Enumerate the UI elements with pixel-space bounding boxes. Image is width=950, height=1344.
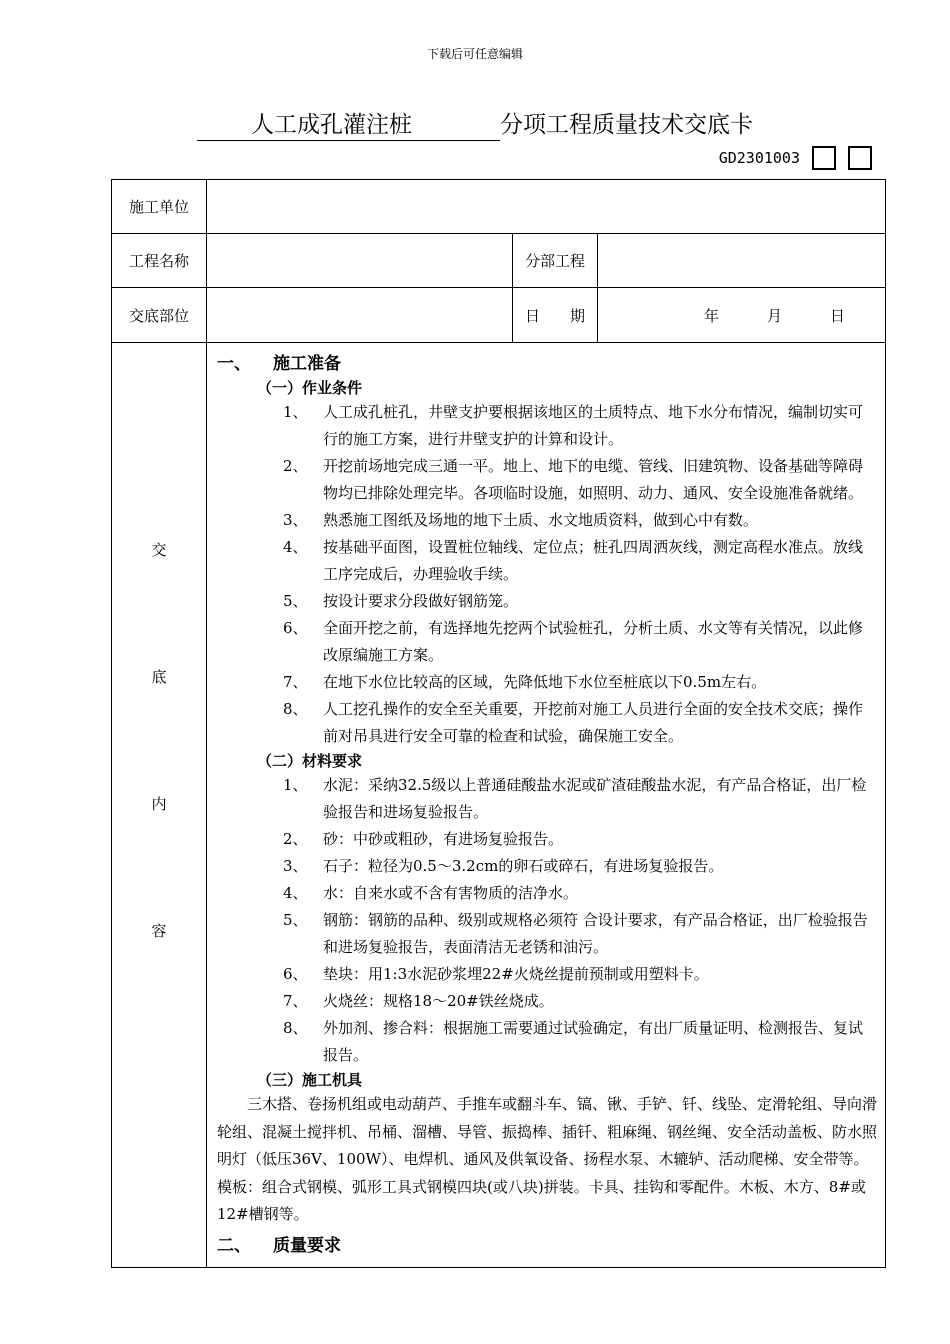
- list-item: 3、 熟悉施工图纸及场地的地下土质、水文地质资料，做到心中有数。: [283, 511, 759, 529]
- list-item: 1、 水泥：采纳32.5级以上普通硅酸盐水泥或矿渣硅酸盐水泥，有产品合格证，出厂检验报告和进场复验报告。: [283, 776, 867, 821]
- list-item: 1、 人工成孔桩孔，井壁支护要根据该地区的土质特点、地下水分布情况，编制切实可行的施工方案，进行井壁支护的计算和设计。: [283, 403, 864, 448]
- date-year: 年: [703, 306, 719, 325]
- project-label: 工程名称: [112, 234, 207, 288]
- unit-label: 施工单位: [112, 180, 207, 234]
- list-item: 2、 开挖前场地完成三通一平。地上、地下的电缆、管线、旧建筑物、设备基础等障碍物均已排除处理完毕。各项临时设施，如照明、动力、通风、安全设施准备就绪。: [283, 457, 864, 502]
- title-suffix: 分项工程质量技术交底卡: [500, 112, 753, 138]
- list-item: 7、 火烧丝：规格18～20#铁丝烧成。: [283, 992, 554, 1010]
- header-note: 下载后可任意编辑: [426, 47, 523, 61]
- side-char-4: 容: [151, 922, 167, 940]
- list-item: 5、 按设计要求分段做好钢筋笼。: [283, 592, 519, 610]
- date-label: 日 期: [513, 288, 598, 343]
- check-box-2[interactable]: [848, 146, 872, 170]
- unit-value[interactable]: [207, 180, 886, 234]
- sub-heading-1: （一）作业条件: [257, 379, 363, 397]
- list-item: 3、 石子：粒径为0.5～3.2cm的卵石或碎石，有进场复验报告。: [283, 857, 724, 875]
- list-item: 8、 外加剂、掺合料：根据施工需要通过试验确定，有出厂质量证明、检测报告、复试报告。: [283, 1019, 864, 1064]
- sub-heading-2: （二）材料要求: [257, 752, 363, 770]
- document-code: [719, 146, 872, 170]
- list-item: 2、 砂：中砂或粗砂，有进场复验报告。: [283, 830, 564, 848]
- side-label: [112, 343, 207, 1268]
- tools-paragraph: 三木搭、卷扬机组或电动葫芦、手推车或翻斗车、镐、锹、手铲、钎、线坠、定滑轮组、导向滑轮组、混凝土搅拌机、吊桶、溜槽、导管、振捣棒、插钎、粗麻绳、钢丝绳、安全活动盖板、防水照明灯（低压36V、100W）、电焊机、通风及供氧设备、扬程水泵、木辘轳、活动爬梯、安全带等。模板：组合式钢模、弧形工具式钢模四块(或八块)拼装。卡具、挂钩和零配件。木板、木方、8#或12#槽钢等。: [217, 1095, 878, 1223]
- list-item: 4、 水：自来水或不含有害物质的洁净水。: [283, 884, 579, 902]
- side-char-1: 交: [151, 541, 167, 559]
- section-heading-2: 二、 质量要求: [217, 1235, 341, 1256]
- list-item: 4、 按基础平面图，设置桩位轴线、定位点；桩孔四周洒灰线，测定高程水准点。放线工序完成后，办理验收手续。: [283, 538, 864, 583]
- project-value[interactable]: [207, 234, 513, 288]
- list-item: 6、 全面开挖之前，有选择地先挖两个试验桩孔，分析土质、水文等有关情况，以此修改原编施工方案。: [283, 619, 864, 664]
- date-value[interactable]: [598, 288, 886, 343]
- part-label: 交底部位: [112, 288, 207, 343]
- list-item: 8、 人工挖孔操作的安全至关重要，开挖前对施工人员进行全面的安全技术交底；操作前对吊具进行安全可靠的检查和试验，确保施工安全。: [283, 700, 864, 745]
- date-month: 月: [766, 306, 782, 325]
- disclosure-form: [111, 179, 886, 1268]
- list-item: 7、 在地下水位比较高的区域，先降低地下水位至桩底以下0.5m左右。: [283, 673, 767, 691]
- title-underline: [436, 113, 500, 141]
- check-box-1[interactable]: [812, 146, 836, 170]
- code-text: GD2301003: [718, 149, 800, 167]
- subproject-value[interactable]: [598, 234, 886, 288]
- page-title: [0, 106, 950, 141]
- list-item: 6、 垫块：用1:3水泥砂浆埋22#火烧丝提前预制或用塑料卡。: [283, 965, 709, 983]
- title-subject: 人工成孔灌注桩: [197, 106, 436, 141]
- sub-heading-3: （三）施工机具: [257, 1071, 363, 1089]
- side-char-2: 底: [151, 668, 167, 686]
- side-char-3: 内: [151, 795, 167, 813]
- content-body: [207, 343, 886, 1268]
- list-item: 5、 钢筋：钢筋的品种、级别或规格必须符 合设计要求，有产品合格证，出厂检验报告和进场复验报告，表面清洁无老锈和油污。: [283, 911, 868, 956]
- part-value[interactable]: [207, 288, 513, 343]
- section-heading-1: 一、 施工准备: [217, 354, 341, 374]
- subproject-label: 分部工程: [513, 234, 598, 288]
- date-day: 日: [829, 306, 845, 325]
